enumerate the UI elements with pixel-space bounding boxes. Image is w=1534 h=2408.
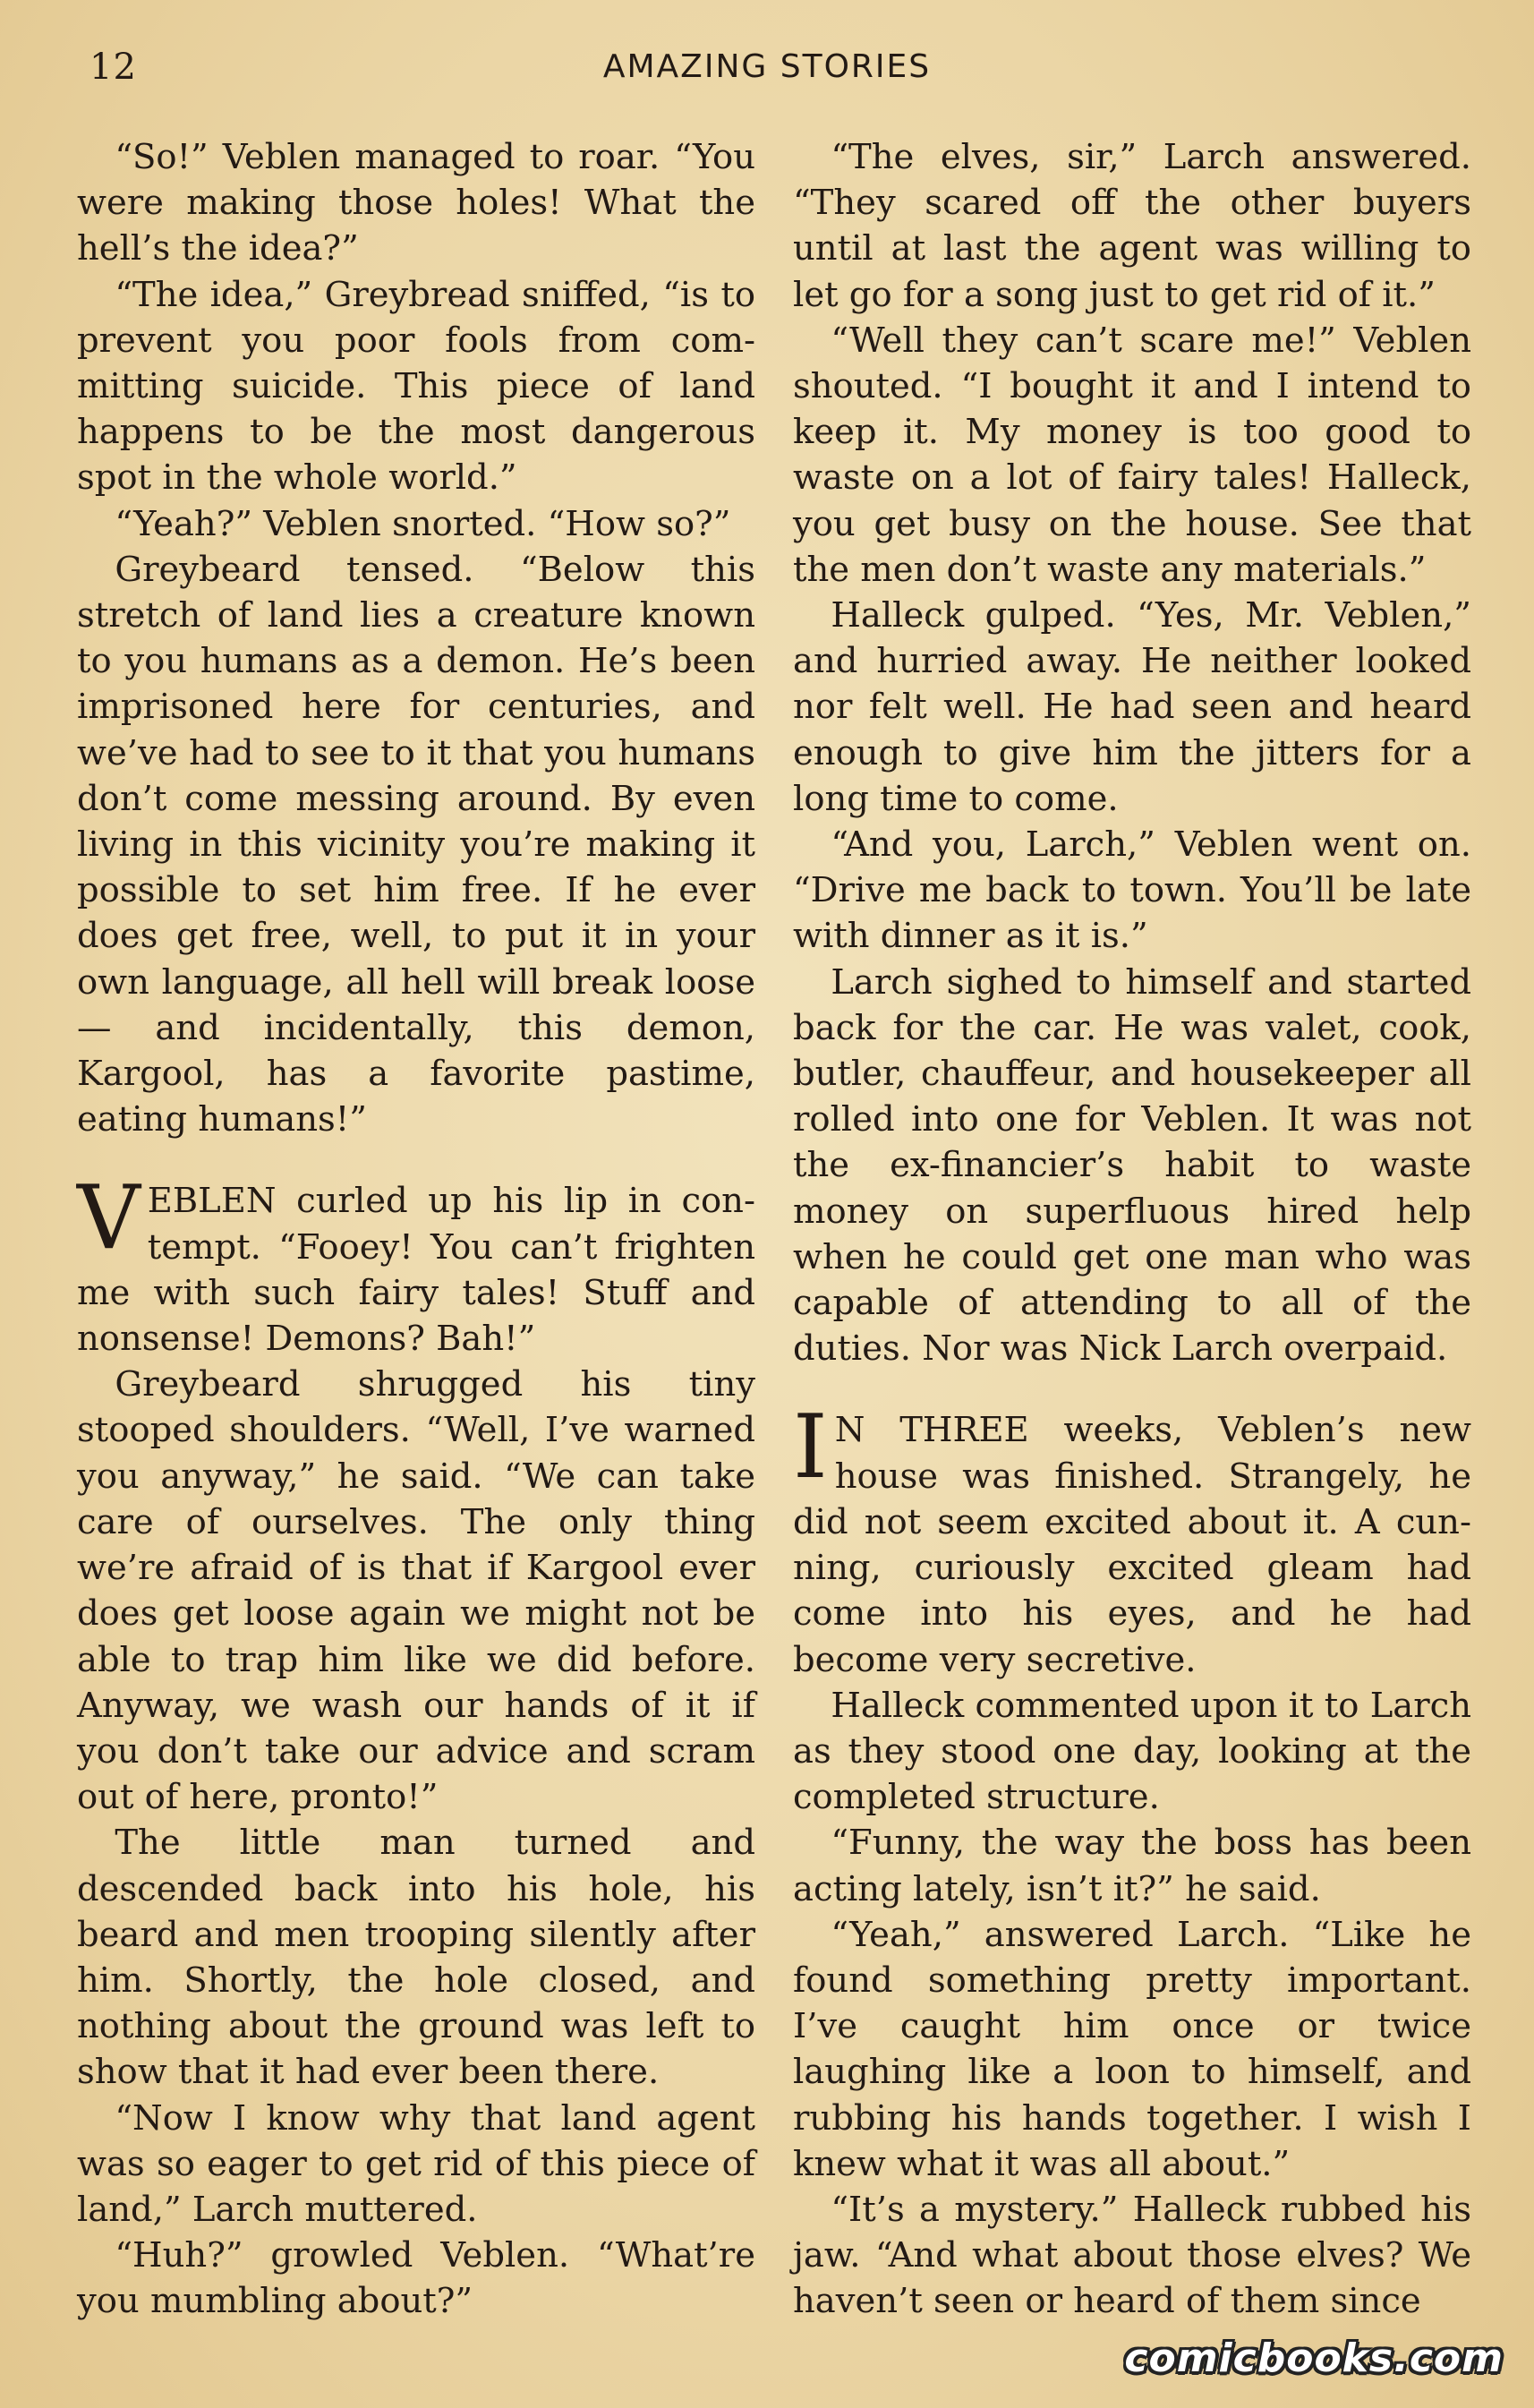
page-number: 12 [89,47,137,88]
paragraph: Halleck commented upon it to Larch as they stood one day, looking at the completed structure. [793,1685,1471,1818]
paragraph-text: EBLEN curled up his lip in contempt. “Fooey! You can’t frighten me with such fairy tales! Stuff and nonsense! Demons? Bah!” [77,1181,755,1360]
paragraph: “And you, Larch,” Veblen went on. “Drive me back to town. You’ll be late with dinner as it is.” [793,824,1471,957]
paragraph: “Huh?” growled Veblen. “What’re you mumbling about?” [77,2235,755,2322]
drop-cap: I [793,1396,828,1499]
paragraph: “Funny, the way the boss has been acting lately, isn’t it?” he said. [793,1823,1471,1909]
paragraph: Larch sighed to himself and started back for the car. He was valet, cook, butler, chauffeur, and housekeeper all rolled into one for Veblen. It was not the ex-financier’s habit to waste money on superfluous hired help when he could get one man who was capable of attending to all of the duties. Nor was Nick Larch overpaid. [793,961,1471,1370]
left-column [77,134,755,2325]
right-column [793,134,1471,2325]
paragraph: Greybeard shrugged his tiny stooped shoulders. “Well, I’ve warned you anyway,” he said. “We can take care of ourselves. The only thing we’re afraid of is that if Kargool ever does get loose again we might not be able to trap him like we did before. Anyway, we wash our hands of it if you don’t take our advice and scram out of here, pronto!” [77,1364,755,1818]
paragraph: “Yeah?” Veblen snorted. “How so?” [115,503,731,544]
watermark-logo: comicbooks.com [1124,2335,1504,2381]
paragraph: “Yeah,” answered Larch. “Like he found something pretty important. I’ve caught him once or twice laughing like a loon to himself, and rubbing his hands together. I wish I knew what it was all about.” [793,1914,1471,2184]
section-paragraph [793,1396,1471,1682]
section-paragraph [77,1167,755,1362]
paragraph: “So!” Veblen managed to roar. “You were making those holes! What the hell’s the idea?” [77,137,755,269]
running-head: AMAZING STORIES [602,48,932,85]
paragraph: Halleck gulped. “Yes, Mr. Veblen,” and hurried away. He neither looked nor felt well. He had seen and heard enough to give him the jitters for a long time to come. [793,595,1471,819]
paragraph: “It’s a mystery.” Halleck rubbed his jaw. “And what about those elves? We haven’t seen or heard of them since [793,2189,1471,2322]
paragraph-text: N THREE weeks, Veblen’s new house was finished. Strangely, he did not seem excited about it. A cunning, curiously excited gleam had come into his eyes, and he had become very secretive. [793,1410,1471,1680]
paragraph: The little man turned and descended back into his hole, his beard and men trooping silently after him. Shortly, the hole closed, and nothing about the ground was left to show that it had ever been there. [77,1823,755,2093]
paragraph: Greybeard tensed. “Below this stretch of land lies a creature known to you humans as a demon. He’s been imprisoned here for centuries, and we’ve had to see to it that you humans don’t come messing around. By even living in this vicinity you’re making it possible to set him free. If he ever does get free, well, to put it in your own language, all hell will break loose— and incidentally, this demon, Kargool, has a favorite pastime, eating humans!” [77,549,755,1140]
paragraph: “The elves, sir,” Larch answered. “They scared off the other buyers until at last the agent was willing to let go for a song just to get rid of it.” [793,137,1471,315]
paragraph: “The idea,” Greybread sniffed, “is to prevent you poor fools from committing suicide. This piece of land happens to be the most dangerous spot in the whole world.” [77,274,755,499]
paragraph: “Well they can’t scare me!” Veblen shouted. “I bought it and I intend to keep it. My money is too good to waste on a lot of fairy tales! Halleck, you get busy on the house. See that the men don’t waste any materials.” [793,320,1471,590]
paragraph: “Now I know why that land agent was so eager to get rid of this piece of land,” Larch muttered. [77,2097,755,2230]
drop-cap: V [77,1167,141,1270]
